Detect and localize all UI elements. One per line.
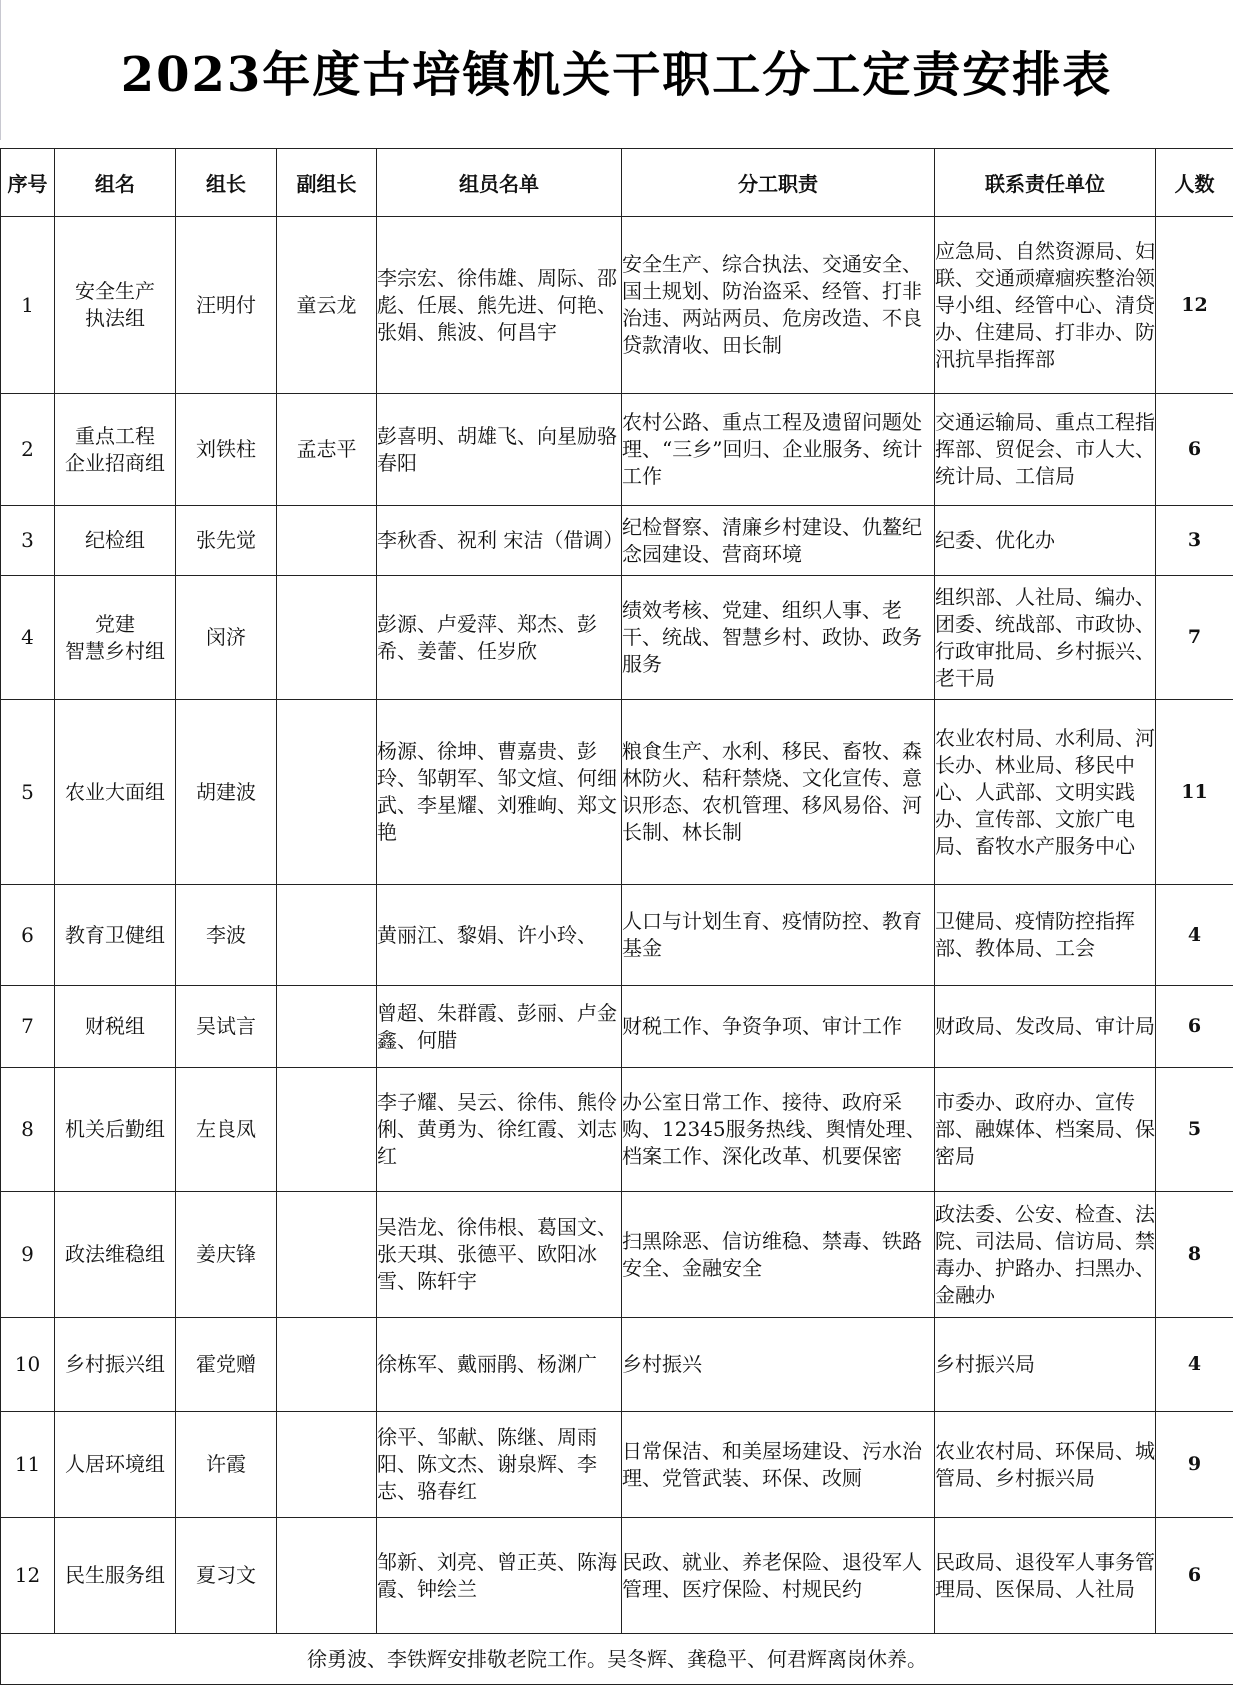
deputy-leader — [277, 1318, 377, 1412]
footnote: 徐勇波、李铁辉安排敬老院工作。吴冬辉、龚稳平、何君辉离岗休养。 — [1, 1634, 1233, 1685]
liaison-units: 民政局、退役军人事务管理局、医保局、人社局 — [935, 1518, 1156, 1634]
group-name: 乡村振兴组 — [55, 1318, 176, 1412]
liaison-units: 农业农村局、水利局、河长办、林业局、移民中心、人武部、文明实践办、宣传部、文旅广电局、畜牧水产服务中心 — [935, 700, 1156, 885]
member-list: 黄丽江、黎娟、许小玲、 — [377, 885, 622, 986]
group-name: 财税组 — [55, 986, 176, 1068]
duty-list: 粮食生产、水利、移民、畜牧、森林防火、秸秆禁烧、文化宣传、意识形态、农机管理、移风易俗、河长制、林长制 — [622, 700, 935, 885]
row-number: 10 — [1, 1318, 55, 1412]
header-row — [1, 149, 1233, 217]
member-count: 11 — [1156, 700, 1233, 885]
member-count: 6 — [1156, 1518, 1233, 1634]
liaison-units: 交通运输局、重点工程指挥部、贸促会、市人大、统计局、工信局 — [935, 394, 1156, 506]
member-list: 彭喜明、胡雄飞、向星励骆春阳 — [377, 394, 622, 506]
group-leader: 霍党赠 — [176, 1318, 277, 1412]
row-number: 11 — [1, 1412, 55, 1518]
group-name: 机关后勤组 — [55, 1068, 176, 1192]
group-leader: 许霞 — [176, 1412, 277, 1518]
row-number: 9 — [1, 1192, 55, 1318]
deputy-leader — [277, 576, 377, 700]
deputy-leader: 童云龙 — [277, 217, 377, 394]
member-count: 4 — [1156, 1318, 1233, 1412]
duty-list: 农村公路、重点工程及遗留问题处理、“三乡”回归、企业服务、统计工作 — [622, 394, 935, 506]
group-leader: 吴试言 — [176, 986, 277, 1068]
header-units: 联系责任单位 — [935, 149, 1156, 217]
member-count: 4 — [1156, 885, 1233, 986]
member-count: 7 — [1156, 576, 1233, 700]
group-leader: 姜庆锋 — [176, 1192, 277, 1318]
header-deputy: 副组长 — [277, 149, 377, 217]
group-name: 民生服务组 — [55, 1518, 176, 1634]
duty-list: 扫黑除恶、信访维稳、禁毒、铁路安全、金融安全 — [622, 1192, 935, 1318]
header-count: 人数 — [1156, 149, 1233, 217]
member-list: 李秋香、祝利 宋洁（借调） — [377, 506, 622, 576]
duty-list: 乡村振兴 — [622, 1318, 935, 1412]
row-number: 1 — [1, 217, 55, 394]
table-row — [1, 1068, 1233, 1192]
liaison-units: 组织部、人社局、编办、团委、统战部、市政协、行政审批局、乡村振兴、老干局 — [935, 576, 1156, 700]
group-name: 党建 智慧乡村组 — [55, 576, 176, 700]
liaison-units: 乡村振兴局 — [935, 1318, 1156, 1412]
header-group: 组名 — [55, 149, 176, 217]
group-leader: 闵济 — [176, 576, 277, 700]
table-row — [1, 1318, 1233, 1412]
member-list: 徐栋军、戴丽鹃、杨渊广 — [377, 1318, 622, 1412]
table-row — [1, 1412, 1233, 1518]
deputy-leader — [277, 1192, 377, 1318]
member-list: 吴浩龙、徐伟根、葛国文、张天琪、张德平、欧阳冰雪、陈轩宇 — [377, 1192, 622, 1318]
table-row — [1, 885, 1233, 986]
header-no: 序号 — [1, 149, 55, 217]
liaison-units: 市委办、政府办、宣传部、融媒体、档案局、保密局 — [935, 1068, 1156, 1192]
table-row — [1, 986, 1233, 1068]
liaison-units: 政法委、公安、检查、法院、司法局、信访局、禁毒办、护路办、扫黑办、金融办 — [935, 1192, 1156, 1318]
member-count: 5 — [1156, 1068, 1233, 1192]
header-leader: 组长 — [176, 149, 277, 217]
group-leader: 张先觉 — [176, 506, 277, 576]
deputy-leader — [277, 986, 377, 1068]
header-duties: 分工职责 — [622, 149, 935, 217]
member-count: 9 — [1156, 1412, 1233, 1518]
table-row — [1, 1518, 1233, 1634]
deputy-leader — [277, 1518, 377, 1634]
table-row — [1, 506, 1233, 576]
liaison-units: 农业农村局、环保局、城管局、乡村振兴局 — [935, 1412, 1156, 1518]
table-row — [1, 576, 1233, 700]
member-list: 李子耀、吴云、徐伟、熊伶俐、黄勇为、徐红霞、刘志红 — [377, 1068, 622, 1192]
liaison-units: 财政局、发改局、审计局 — [935, 986, 1156, 1068]
member-count: 6 — [1156, 394, 1233, 506]
duty-list: 办公室日常工作、接待、政府采购、12345服务热线、舆情处理、档案工作、深化改革、机要保密 — [622, 1068, 935, 1192]
row-number: 2 — [1, 394, 55, 506]
liaison-units: 应急局、自然资源局、妇联、交通顽瘴痼疾整治领导小组、经管中心、清贷办、住建局、打非办、防汛抗旱指挥部 — [935, 217, 1156, 394]
duty-list: 安全生产、综合执法、交通安全、国土规划、防治盗采、经管、打非治违、两站两员、危房改造、不良贷款清收、田长制 — [622, 217, 935, 394]
row-number: 3 — [1, 506, 55, 576]
row-number: 8 — [1, 1068, 55, 1192]
member-count: 3 — [1156, 506, 1233, 576]
group-name: 人居环境组 — [55, 1412, 176, 1518]
member-list: 李宗宏、徐伟雄、周际、邵彪、任展、熊先进、何艳、张娟、熊波、何昌宇 — [377, 217, 622, 394]
row-number: 12 — [1, 1518, 55, 1634]
deputy-leader — [277, 885, 377, 986]
group-name: 教育卫健组 — [55, 885, 176, 986]
group-leader: 李波 — [176, 885, 277, 986]
duty-list: 绩效考核、党建、组织人事、老干、统战、智慧乡村、政协、政务服务 — [622, 576, 935, 700]
group-leader: 夏习文 — [176, 1518, 277, 1634]
table-row — [1, 1192, 1233, 1318]
member-list: 彭源、卢爱萍、郑杰、彭希、姜蕾、任岁欣 — [377, 576, 622, 700]
deputy-leader — [277, 700, 377, 885]
duty-list: 人口与计划生育、疫情防控、教育基金 — [622, 885, 935, 986]
member-count: 6 — [1156, 986, 1233, 1068]
assignment-table — [0, 148, 1233, 1685]
member-list: 杨源、徐坤、曹嘉贵、彭玲、邹朝军、邹文煊、何细武、李星耀、刘雅峋、郑文艳 — [377, 700, 622, 885]
group-leader: 刘铁柱 — [176, 394, 277, 506]
duty-list: 纪检督察、清廉乡村建设、仇鳌纪念园建设、营商环境 — [622, 506, 935, 576]
member-list: 邹新、刘亮、曾正英、陈海霞、钟绘兰 — [377, 1518, 622, 1634]
group-name: 重点工程 企业招商组 — [55, 394, 176, 506]
row-number: 4 — [1, 576, 55, 700]
table-row — [1, 217, 1233, 394]
member-list: 曾超、朱群霞、彭丽、卢金鑫、何腊 — [377, 986, 622, 1068]
row-number: 5 — [1, 700, 55, 885]
group-name: 农业大面组 — [55, 700, 176, 885]
header-members: 组员名单 — [377, 149, 622, 217]
duty-list: 民政、就业、养老保险、退役军人管理、医疗保险、村规民约 — [622, 1518, 935, 1634]
group-name: 政法维稳组 — [55, 1192, 176, 1318]
group-name: 纪检组 — [55, 506, 176, 576]
deputy-leader — [277, 1068, 377, 1192]
group-leader: 胡建波 — [176, 700, 277, 885]
member-list: 徐平、邹献、陈继、周雨阳、陈文杰、谢泉辉、李志、骆春红 — [377, 1412, 622, 1518]
liaison-units: 纪委、优化办 — [935, 506, 1156, 576]
member-count: 8 — [1156, 1192, 1233, 1318]
duty-list: 财税工作、争资争项、审计工作 — [622, 986, 935, 1068]
document-title: 2023年度古培镇机关干职工分工定责安排表 — [120, 47, 1113, 103]
group-name: 安全生产 执法组 — [55, 217, 176, 394]
group-leader: 左良凤 — [176, 1068, 277, 1192]
table-row — [1, 394, 1233, 506]
member-count: 12 — [1156, 217, 1233, 394]
group-leader: 汪明付 — [176, 217, 277, 394]
table-row — [1, 700, 1233, 885]
footnote-row — [1, 1634, 1233, 1685]
deputy-leader — [277, 506, 377, 576]
row-number: 6 — [1, 885, 55, 986]
liaison-units: 卫健局、疫情防控指挥部、教体局、工会 — [935, 885, 1156, 986]
deputy-leader — [277, 1412, 377, 1518]
duty-list: 日常保洁、和美屋场建设、污水治理、党管武装、环保、改厕 — [622, 1412, 935, 1518]
deputy-leader: 孟志平 — [277, 394, 377, 506]
row-number: 7 — [1, 986, 55, 1068]
